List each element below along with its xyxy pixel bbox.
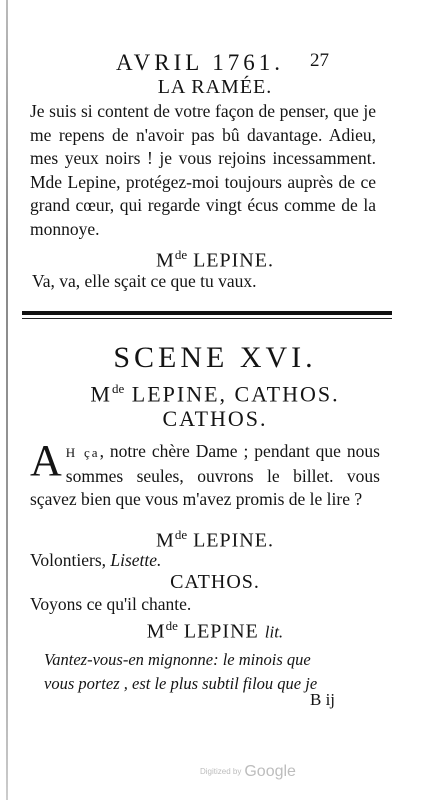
speech-text: Volontiers, xyxy=(30,550,111,570)
section-rule-thin xyxy=(22,318,392,319)
speaker-prefix: M xyxy=(146,620,166,643)
speaker-superscript: de xyxy=(174,527,188,542)
speaker-superscript: de xyxy=(174,247,188,262)
cast-superscript: de xyxy=(111,381,125,396)
digitizer-watermark xyxy=(200,763,296,781)
speaker-mde-lepine-3 xyxy=(40,618,390,644)
speech-name-italic: Lisette. xyxy=(110,550,162,570)
speech-text: , notre chère Dame ; pendant que nous sommes seules, ouvrons le billet. vous sçavez bien que vous m'avez promis de le lire ? xyxy=(30,441,380,510)
speaker-prefix: M xyxy=(156,249,175,272)
speech-la-ramee: Je suis si content de votre façon de penser, que je me repens de n'avoir pas bû davantage. Adieu, mes yeux noirs ! je vous rejoins incessamment. Mde Lepine, protégez-moi toujours auprès de ce grand cœur, qui regarde vingt écus comme de la monnoye. xyxy=(30,101,376,239)
cast-prefix: M xyxy=(90,381,112,407)
speaker-prefix: M xyxy=(156,529,175,552)
speaker-superscript: de xyxy=(165,618,178,633)
speech-smallcaps: H ça xyxy=(65,445,100,460)
speaker-mde-lepine-2 xyxy=(40,527,390,553)
watermark-prefix: Digitized by xyxy=(200,767,242,777)
speech-mde-lepine-2 xyxy=(30,550,161,571)
speech-cathos-2: Voyons ce qu'il chante. xyxy=(30,594,192,614)
verse-line-1: Vantez-vous-en mignonne: le minois que xyxy=(44,650,311,669)
speaker-name: LEPINE. xyxy=(187,529,274,552)
scene-heading: SCENE XVI. xyxy=(113,341,317,374)
signature-mark: B ij xyxy=(310,690,336,709)
cast-names: LEPINE, CATHOS. xyxy=(124,381,340,407)
stage-direction: lit. xyxy=(264,622,284,642)
speech-mde-lepine: Va, va, elle sçait ce que tu vaux. xyxy=(32,271,257,291)
section-rule xyxy=(22,311,392,315)
speaker-cathos-2: CATHOS. xyxy=(170,571,260,593)
speech-cathos xyxy=(30,436,380,512)
page-gutter-edge xyxy=(6,0,8,800)
verse-line-2: vous portez , est le plus subtil filou que je xyxy=(44,674,318,693)
watermark-brand: Google xyxy=(244,763,296,780)
running-title: AVRIL 1761. xyxy=(116,50,284,75)
scene-cast-list xyxy=(40,381,390,407)
drop-capital: A xyxy=(30,436,62,485)
speaker-la-ramee: LA RAMÉE. xyxy=(157,76,273,98)
speaker-mde-lepine xyxy=(40,247,390,273)
speaker-name: LEPINE. xyxy=(187,249,274,272)
speaker-cathos: CATHOS. xyxy=(162,406,268,431)
speaker-name: LEPINE xyxy=(177,620,265,643)
page-number: 27 xyxy=(310,50,329,71)
